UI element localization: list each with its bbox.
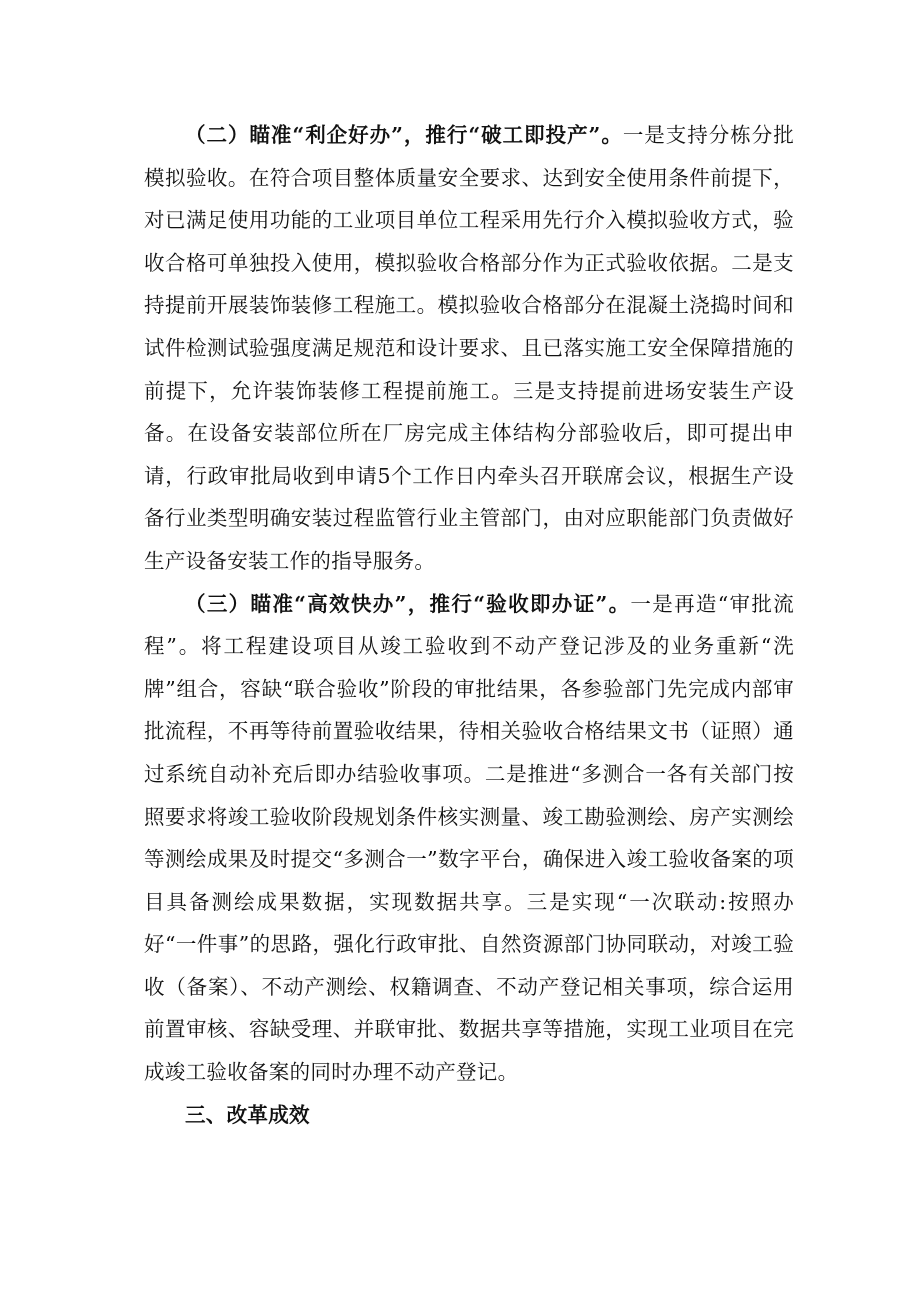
paragraph-measure-two — [144, 114, 794, 583]
paragraph-measure-three — [144, 583, 794, 1094]
paragraph-text: 一是支持分栋分批模拟验收。在符合项目整体质量安全要求、达到安全使用条件前提下，对已满足使用功能的工业项目单位工程采用先行介入模拟验收方式，验收合格可单独投入使用，模拟验收合格部分作为正式验收依据。二是支持提前开展装饰装修工程施工。模拟验收合格部分在混凝土浇捣时间和试件检测试验强度满足规范和设计要求、且已落实施工安全保障措施的前提下，允许装饰装修工程提前施工。三是支持提前进场安装生产设备。在设备安装部位所在厂房完成主体结构分部验收后，即可提出申请，行政审批局收到申请5个工作日内牵头召开联席会议，根据生产设备行业类型明确安装过程监管行业主管部门，由对应职能部门负责做好生产设备安装工作的指导服务。 — [144, 123, 794, 573]
paragraph-lead: （二）瞄准“利企好办”，推行“破工即投产”。 — [185, 123, 623, 147]
section-heading: 三、改革成效 — [185, 1102, 310, 1127]
paragraph-lead: （三）瞄准“高效快办”，推行“验收即办证”。 — [185, 591, 631, 616]
paragraph-text: 一是再造“审批流程”。将工程建设项目从竣工验收到不动产登记涉及的业务重新“洗牌”组合，容缺“联合验收”阶段的审批结果，各参验部门先完成内部审批流程，不再等待前置验收结果，待相关验收合格结果文书（证照）通过系统自动补充后即办结验收事项。二是推进“多测合一各有关部门按照要求将竣工验收阶段规划条件核实测量、竣工勘验测绘、房产实测绘等测绘成果及时提交“多测合一”数字平台，确保进入竣工验收备案的项目具备测绘成果数据，实现数据共享。三是实现“一次联动:按照办好“一件事”的思路，强化行政审批、自然资源部门协同联动，对竣工验收（备案）、不动产测绘、权籍调查、不动产登记相关事项，综合运用前置审核、容缺受理、并联审批、数据共享等措施，实现工业项目在完成竣工验收备案的同时办理不动产登记。 — [144, 591, 794, 1085]
document-body — [144, 114, 794, 1136]
